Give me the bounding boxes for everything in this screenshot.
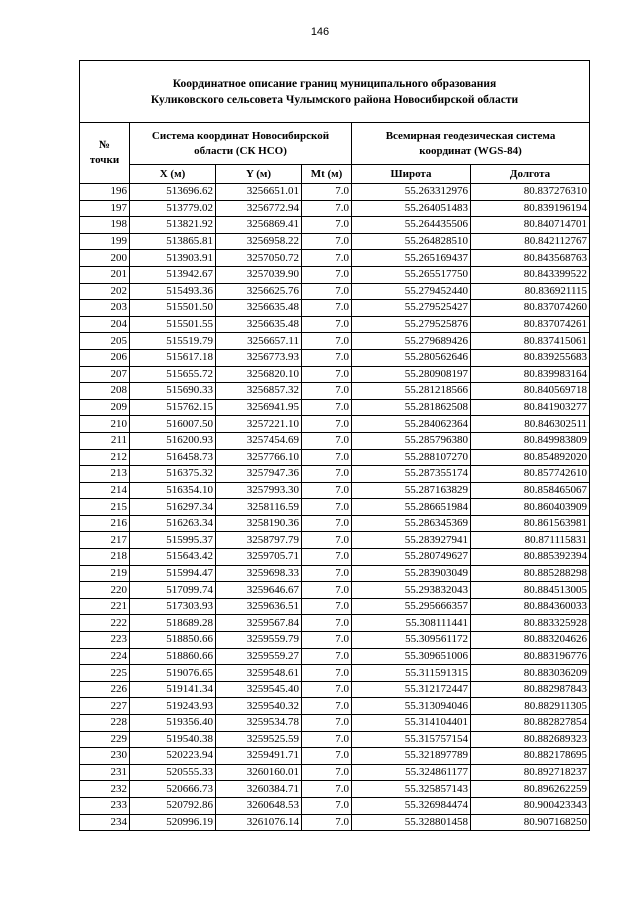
y-cell: 3261076.14 bbox=[216, 814, 302, 831]
latitude-cell: 55.265517750 bbox=[352, 266, 471, 283]
y-cell: 3256772.94 bbox=[216, 200, 302, 217]
y-cell: 3259559.27 bbox=[216, 648, 302, 665]
mt-cell: 7.0 bbox=[302, 582, 352, 599]
table-row bbox=[80, 449, 590, 466]
point-number-cell: 204 bbox=[80, 316, 130, 333]
point-number-cell: 218 bbox=[80, 549, 130, 566]
mt-cell: 7.0 bbox=[302, 349, 352, 366]
header-local-system-line2: области (СК НСО) bbox=[194, 144, 287, 157]
point-number-cell: 207 bbox=[80, 366, 130, 383]
y-cell: 3256958.22 bbox=[216, 233, 302, 250]
latitude-cell: 55.281218566 bbox=[352, 383, 471, 400]
mt-cell: 7.0 bbox=[302, 515, 352, 532]
y-cell: 3257993.30 bbox=[216, 482, 302, 499]
header-point-number bbox=[80, 123, 130, 184]
x-cell: 513821.92 bbox=[130, 217, 216, 234]
table-row bbox=[80, 632, 590, 649]
x-cell: 518850.66 bbox=[130, 632, 216, 649]
x-cell: 516297.34 bbox=[130, 499, 216, 516]
y-cell: 3256625.76 bbox=[216, 283, 302, 300]
table-title bbox=[80, 61, 590, 123]
header-latitude: Широта bbox=[352, 165, 471, 184]
x-cell: 515690.33 bbox=[130, 383, 216, 400]
point-number-cell: 202 bbox=[80, 283, 130, 300]
longitude-cell: 80.883325928 bbox=[471, 615, 590, 632]
table-body bbox=[80, 184, 590, 831]
y-cell: 3257221.10 bbox=[216, 416, 302, 433]
header-local-system bbox=[130, 123, 352, 165]
latitude-cell: 55.293832043 bbox=[352, 582, 471, 599]
table-row bbox=[80, 416, 590, 433]
point-number-cell: 200 bbox=[80, 250, 130, 267]
point-number-cell: 201 bbox=[80, 266, 130, 283]
point-number-cell: 219 bbox=[80, 565, 130, 582]
y-cell: 3257766.10 bbox=[216, 449, 302, 466]
table-row bbox=[80, 781, 590, 798]
x-cell: 517303.93 bbox=[130, 598, 216, 615]
header-x: X (м) bbox=[130, 165, 216, 184]
longitude-cell: 80.841903277 bbox=[471, 399, 590, 416]
table-row bbox=[80, 466, 590, 483]
longitude-cell: 80.907168250 bbox=[471, 814, 590, 831]
longitude-cell: 80.882689323 bbox=[471, 731, 590, 748]
x-cell: 520792.86 bbox=[130, 797, 216, 814]
point-number-cell: 214 bbox=[80, 482, 130, 499]
x-cell: 519243.93 bbox=[130, 698, 216, 715]
latitude-cell: 55.309651006 bbox=[352, 648, 471, 665]
longitude-cell: 80.860403909 bbox=[471, 499, 590, 516]
longitude-cell: 80.842112767 bbox=[471, 233, 590, 250]
table-row bbox=[80, 715, 590, 732]
latitude-cell: 55.280908197 bbox=[352, 366, 471, 383]
y-cell: 3258190.36 bbox=[216, 515, 302, 532]
table-row bbox=[80, 499, 590, 516]
longitude-cell: 80.843568763 bbox=[471, 250, 590, 267]
x-cell: 520666.73 bbox=[130, 781, 216, 798]
point-number-cell: 231 bbox=[80, 764, 130, 781]
table-row bbox=[80, 233, 590, 250]
longitude-cell: 80.836921115 bbox=[471, 283, 590, 300]
x-cell: 519076.65 bbox=[130, 665, 216, 682]
mt-cell: 7.0 bbox=[302, 466, 352, 483]
latitude-cell: 55.287355174 bbox=[352, 466, 471, 483]
longitude-cell: 80.882911305 bbox=[471, 698, 590, 715]
x-cell: 519356.40 bbox=[130, 715, 216, 732]
table-row bbox=[80, 698, 590, 715]
longitude-cell: 80.839255683 bbox=[471, 349, 590, 366]
longitude-cell: 80.883196776 bbox=[471, 648, 590, 665]
y-cell: 3256869.41 bbox=[216, 217, 302, 234]
longitude-cell: 80.885288298 bbox=[471, 565, 590, 582]
point-number-cell: 209 bbox=[80, 399, 130, 416]
point-number-cell: 233 bbox=[80, 797, 130, 814]
point-number-cell: 216 bbox=[80, 515, 130, 532]
mt-cell: 7.0 bbox=[302, 797, 352, 814]
mt-cell: 7.0 bbox=[302, 731, 352, 748]
y-cell: 3257050.72 bbox=[216, 250, 302, 267]
mt-cell: 7.0 bbox=[302, 200, 352, 217]
latitude-cell: 55.286345369 bbox=[352, 515, 471, 532]
latitude-cell: 55.284062364 bbox=[352, 416, 471, 433]
longitude-cell: 80.884360033 bbox=[471, 598, 590, 615]
y-cell: 3259646.67 bbox=[216, 582, 302, 599]
latitude-cell: 55.309561172 bbox=[352, 632, 471, 649]
table-row bbox=[80, 349, 590, 366]
mt-cell: 7.0 bbox=[302, 665, 352, 682]
mt-cell: 7.0 bbox=[302, 399, 352, 416]
table-row bbox=[80, 764, 590, 781]
point-number-cell: 205 bbox=[80, 333, 130, 350]
latitude-cell: 55.326984474 bbox=[352, 797, 471, 814]
y-cell: 3256857.32 bbox=[216, 383, 302, 400]
table-row bbox=[80, 515, 590, 532]
latitude-cell: 55.279525876 bbox=[352, 316, 471, 333]
header-wgs-system bbox=[352, 123, 590, 165]
longitude-cell: 80.837074261 bbox=[471, 316, 590, 333]
table-row bbox=[80, 300, 590, 317]
y-cell: 3259705.71 bbox=[216, 549, 302, 566]
table-row bbox=[80, 250, 590, 267]
y-cell: 3256635.48 bbox=[216, 300, 302, 317]
latitude-cell: 55.281862508 bbox=[352, 399, 471, 416]
latitude-cell: 55.279525427 bbox=[352, 300, 471, 317]
y-cell: 3257039.90 bbox=[216, 266, 302, 283]
y-cell: 3258797.79 bbox=[216, 532, 302, 549]
point-number-cell: 198 bbox=[80, 217, 130, 234]
table-row bbox=[80, 266, 590, 283]
mt-cell: 7.0 bbox=[302, 565, 352, 582]
longitude-cell: 80.896262259 bbox=[471, 781, 590, 798]
page-number: 146 bbox=[310, 26, 330, 38]
x-cell: 516458.73 bbox=[130, 449, 216, 466]
point-number-cell: 196 bbox=[80, 184, 130, 201]
y-cell: 3258116.59 bbox=[216, 499, 302, 516]
point-number-cell: 197 bbox=[80, 200, 130, 217]
mt-cell: 7.0 bbox=[302, 416, 352, 433]
y-cell: 3260160.01 bbox=[216, 764, 302, 781]
latitude-cell: 55.311591315 bbox=[352, 665, 471, 682]
y-cell: 3256657.11 bbox=[216, 333, 302, 350]
y-cell: 3259525.59 bbox=[216, 731, 302, 748]
longitude-cell: 80.883036209 bbox=[471, 665, 590, 682]
latitude-cell: 55.324861177 bbox=[352, 764, 471, 781]
x-cell: 513903.91 bbox=[130, 250, 216, 267]
mt-cell: 7.0 bbox=[302, 300, 352, 317]
longitude-cell: 80.839983164 bbox=[471, 366, 590, 383]
y-cell: 3259567.84 bbox=[216, 615, 302, 632]
longitude-cell: 80.882987843 bbox=[471, 681, 590, 698]
x-cell: 515995.37 bbox=[130, 532, 216, 549]
y-cell: 3259698.33 bbox=[216, 565, 302, 582]
mt-cell: 7.0 bbox=[302, 316, 352, 333]
table-row bbox=[80, 615, 590, 632]
point-number-cell: 230 bbox=[80, 748, 130, 765]
table-row bbox=[80, 665, 590, 682]
latitude-cell: 55.328801458 bbox=[352, 814, 471, 831]
latitude-cell: 55.325857143 bbox=[352, 781, 471, 798]
header-y: Y (м) bbox=[216, 165, 302, 184]
mt-cell: 7.0 bbox=[302, 764, 352, 781]
table-row bbox=[80, 748, 590, 765]
x-cell: 515501.55 bbox=[130, 316, 216, 333]
x-cell: 520555.33 bbox=[130, 764, 216, 781]
latitude-cell: 55.313094046 bbox=[352, 698, 471, 715]
latitude-cell: 55.314104401 bbox=[352, 715, 471, 732]
latitude-cell: 55.279689426 bbox=[352, 333, 471, 350]
latitude-cell: 55.286651984 bbox=[352, 499, 471, 516]
point-number-cell: 223 bbox=[80, 632, 130, 649]
longitude-cell: 80.884513005 bbox=[471, 582, 590, 599]
y-cell: 3259491.71 bbox=[216, 748, 302, 765]
point-number-cell: 232 bbox=[80, 781, 130, 798]
mt-cell: 7.0 bbox=[302, 482, 352, 499]
table-title-line1: Координатное описание границ муниципального образования bbox=[172, 77, 497, 90]
y-cell: 3259534.78 bbox=[216, 715, 302, 732]
longitude-cell: 80.843399522 bbox=[471, 266, 590, 283]
latitude-cell: 55.263312976 bbox=[352, 184, 471, 201]
point-number-cell: 222 bbox=[80, 615, 130, 632]
point-number-cell: 221 bbox=[80, 598, 130, 615]
longitude-cell: 80.857742610 bbox=[471, 466, 590, 483]
point-number-cell: 234 bbox=[80, 814, 130, 831]
longitude-cell: 80.892718237 bbox=[471, 764, 590, 781]
longitude-cell: 80.849983809 bbox=[471, 432, 590, 449]
x-cell: 518689.28 bbox=[130, 615, 216, 632]
mt-cell: 7.0 bbox=[302, 449, 352, 466]
table-row bbox=[80, 681, 590, 698]
longitude-cell: 80.840714701 bbox=[471, 217, 590, 234]
longitude-cell: 80.837074260 bbox=[471, 300, 590, 317]
table-row bbox=[80, 797, 590, 814]
table-row bbox=[80, 731, 590, 748]
y-cell: 3256773.93 bbox=[216, 349, 302, 366]
latitude-cell: 55.321897789 bbox=[352, 748, 471, 765]
x-cell: 515617.18 bbox=[130, 349, 216, 366]
y-cell: 3256635.48 bbox=[216, 316, 302, 333]
mt-cell: 7.0 bbox=[302, 266, 352, 283]
point-number-cell: 212 bbox=[80, 449, 130, 466]
table-row bbox=[80, 565, 590, 582]
header-local-system-line1: Система координат Новосибирской bbox=[151, 129, 330, 142]
table-row bbox=[80, 814, 590, 831]
mt-cell: 7.0 bbox=[302, 715, 352, 732]
y-cell: 3259559.79 bbox=[216, 632, 302, 649]
header-mt: Mt (м) bbox=[302, 165, 352, 184]
x-cell: 515519.79 bbox=[130, 333, 216, 350]
longitude-cell: 80.837415061 bbox=[471, 333, 590, 350]
mt-cell: 7.0 bbox=[302, 814, 352, 831]
x-cell: 516375.32 bbox=[130, 466, 216, 483]
mt-cell: 7.0 bbox=[302, 698, 352, 715]
y-cell: 3259545.40 bbox=[216, 681, 302, 698]
mt-cell: 7.0 bbox=[302, 432, 352, 449]
point-number-cell: 220 bbox=[80, 582, 130, 599]
mt-cell: 7.0 bbox=[302, 184, 352, 201]
point-number-cell: 224 bbox=[80, 648, 130, 665]
table-row bbox=[80, 184, 590, 201]
point-number-cell: 225 bbox=[80, 665, 130, 682]
point-number-cell: 213 bbox=[80, 466, 130, 483]
mt-cell: 7.0 bbox=[302, 648, 352, 665]
table-row bbox=[80, 482, 590, 499]
mt-cell: 7.0 bbox=[302, 681, 352, 698]
x-cell: 515762.15 bbox=[130, 399, 216, 416]
table-row bbox=[80, 333, 590, 350]
point-number-cell: 203 bbox=[80, 300, 130, 317]
latitude-cell: 55.312172447 bbox=[352, 681, 471, 698]
point-number-cell: 217 bbox=[80, 532, 130, 549]
mt-cell: 7.0 bbox=[302, 748, 352, 765]
point-number-cell: 227 bbox=[80, 698, 130, 715]
longitude-cell: 80.840569718 bbox=[471, 383, 590, 400]
y-cell: 3259540.32 bbox=[216, 698, 302, 715]
table-row bbox=[80, 549, 590, 566]
x-cell: 520996.19 bbox=[130, 814, 216, 831]
x-cell: 515655.72 bbox=[130, 366, 216, 383]
mt-cell: 7.0 bbox=[302, 383, 352, 400]
latitude-cell: 55.280749627 bbox=[352, 549, 471, 566]
x-cell: 513696.62 bbox=[130, 184, 216, 201]
x-cell: 515493.36 bbox=[130, 283, 216, 300]
y-cell: 3259548.61 bbox=[216, 665, 302, 682]
latitude-cell: 55.283927941 bbox=[352, 532, 471, 549]
table-row bbox=[80, 532, 590, 549]
longitude-cell: 80.858465067 bbox=[471, 482, 590, 499]
mt-cell: 7.0 bbox=[302, 632, 352, 649]
point-number-cell: 210 bbox=[80, 416, 130, 433]
latitude-cell: 55.264435506 bbox=[352, 217, 471, 234]
y-cell: 3260384.71 bbox=[216, 781, 302, 798]
mt-cell: 7.0 bbox=[302, 532, 352, 549]
x-cell: 516007.50 bbox=[130, 416, 216, 433]
latitude-cell: 55.283903049 bbox=[352, 565, 471, 582]
mt-cell: 7.0 bbox=[302, 549, 352, 566]
x-cell: 519141.34 bbox=[130, 681, 216, 698]
mt-cell: 7.0 bbox=[302, 233, 352, 250]
latitude-cell: 55.280562646 bbox=[352, 349, 471, 366]
longitude-cell: 80.871115831 bbox=[471, 532, 590, 549]
latitude-cell: 55.264828510 bbox=[352, 233, 471, 250]
mt-cell: 7.0 bbox=[302, 499, 352, 516]
header-point-number-label: точки bbox=[89, 154, 120, 166]
coordinates-table bbox=[79, 60, 590, 831]
y-cell: 3260648.53 bbox=[216, 797, 302, 814]
point-number-cell: 229 bbox=[80, 731, 130, 748]
table-row bbox=[80, 598, 590, 615]
latitude-cell: 55.288107270 bbox=[352, 449, 471, 466]
longitude-cell: 80.861563981 bbox=[471, 515, 590, 532]
table-row bbox=[80, 399, 590, 416]
longitude-cell: 80.837276310 bbox=[471, 184, 590, 201]
latitude-cell: 55.308111441 bbox=[352, 615, 471, 632]
point-number-cell: 206 bbox=[80, 349, 130, 366]
latitude-cell: 55.285796380 bbox=[352, 432, 471, 449]
table-row bbox=[80, 316, 590, 333]
header-point-number-symbol: № bbox=[98, 139, 111, 151]
mt-cell: 7.0 bbox=[302, 333, 352, 350]
mt-cell: 7.0 bbox=[302, 217, 352, 234]
latitude-cell: 55.315757154 bbox=[352, 731, 471, 748]
point-number-cell: 226 bbox=[80, 681, 130, 698]
latitude-cell: 55.264051483 bbox=[352, 200, 471, 217]
table-row bbox=[80, 200, 590, 217]
point-number-cell: 199 bbox=[80, 233, 130, 250]
longitude-cell: 80.854892020 bbox=[471, 449, 590, 466]
table-row bbox=[80, 432, 590, 449]
longitude-cell: 80.883204626 bbox=[471, 632, 590, 649]
x-cell: 516263.34 bbox=[130, 515, 216, 532]
mt-cell: 7.0 bbox=[302, 615, 352, 632]
header-wgs-system-line2: координат (WGS-84) bbox=[419, 144, 522, 157]
y-cell: 3256820.10 bbox=[216, 366, 302, 383]
longitude-cell: 80.885392394 bbox=[471, 549, 590, 566]
x-cell: 513865.81 bbox=[130, 233, 216, 250]
x-cell: 517099.74 bbox=[130, 582, 216, 599]
point-number-cell: 228 bbox=[80, 715, 130, 732]
y-cell: 3259636.51 bbox=[216, 598, 302, 615]
point-number-cell: 208 bbox=[80, 383, 130, 400]
x-cell: 515643.42 bbox=[130, 549, 216, 566]
y-cell: 3256941.95 bbox=[216, 399, 302, 416]
longitude-cell: 80.882178695 bbox=[471, 748, 590, 765]
y-cell: 3257947.36 bbox=[216, 466, 302, 483]
longitude-cell: 80.900423343 bbox=[471, 797, 590, 814]
header-longitude: Долгота bbox=[471, 165, 590, 184]
latitude-cell: 55.287163829 bbox=[352, 482, 471, 499]
table-row bbox=[80, 648, 590, 665]
latitude-cell: 55.265169437 bbox=[352, 250, 471, 267]
x-cell: 519540.38 bbox=[130, 731, 216, 748]
mt-cell: 7.0 bbox=[302, 250, 352, 267]
latitude-cell: 55.279452440 bbox=[352, 283, 471, 300]
latitude-cell: 55.295666357 bbox=[352, 598, 471, 615]
x-cell: 513779.02 bbox=[130, 200, 216, 217]
x-cell: 515501.50 bbox=[130, 300, 216, 317]
x-cell: 520223.94 bbox=[130, 748, 216, 765]
y-cell: 3256651.01 bbox=[216, 184, 302, 201]
table-row bbox=[80, 582, 590, 599]
mt-cell: 7.0 bbox=[302, 366, 352, 383]
x-cell: 513942.67 bbox=[130, 266, 216, 283]
table-row bbox=[80, 366, 590, 383]
table-row bbox=[80, 383, 590, 400]
longitude-cell: 80.882827854 bbox=[471, 715, 590, 732]
longitude-cell: 80.846302511 bbox=[471, 416, 590, 433]
x-cell: 518860.66 bbox=[130, 648, 216, 665]
x-cell: 516200.93 bbox=[130, 432, 216, 449]
y-cell: 3257454.69 bbox=[216, 432, 302, 449]
point-number-cell: 211 bbox=[80, 432, 130, 449]
x-cell: 516354.10 bbox=[130, 482, 216, 499]
longitude-cell: 80.839196194 bbox=[471, 200, 590, 217]
table-title-line2: Куликовского сельсовета Чулымского района Новосибирской области bbox=[150, 93, 519, 106]
table-row bbox=[80, 217, 590, 234]
x-cell: 515994.47 bbox=[130, 565, 216, 582]
mt-cell: 7.0 bbox=[302, 283, 352, 300]
table-row bbox=[80, 283, 590, 300]
point-number-cell: 215 bbox=[80, 499, 130, 516]
header-wgs-system-line1: Всемирная геодезическая система bbox=[385, 129, 556, 142]
mt-cell: 7.0 bbox=[302, 598, 352, 615]
mt-cell: 7.0 bbox=[302, 781, 352, 798]
